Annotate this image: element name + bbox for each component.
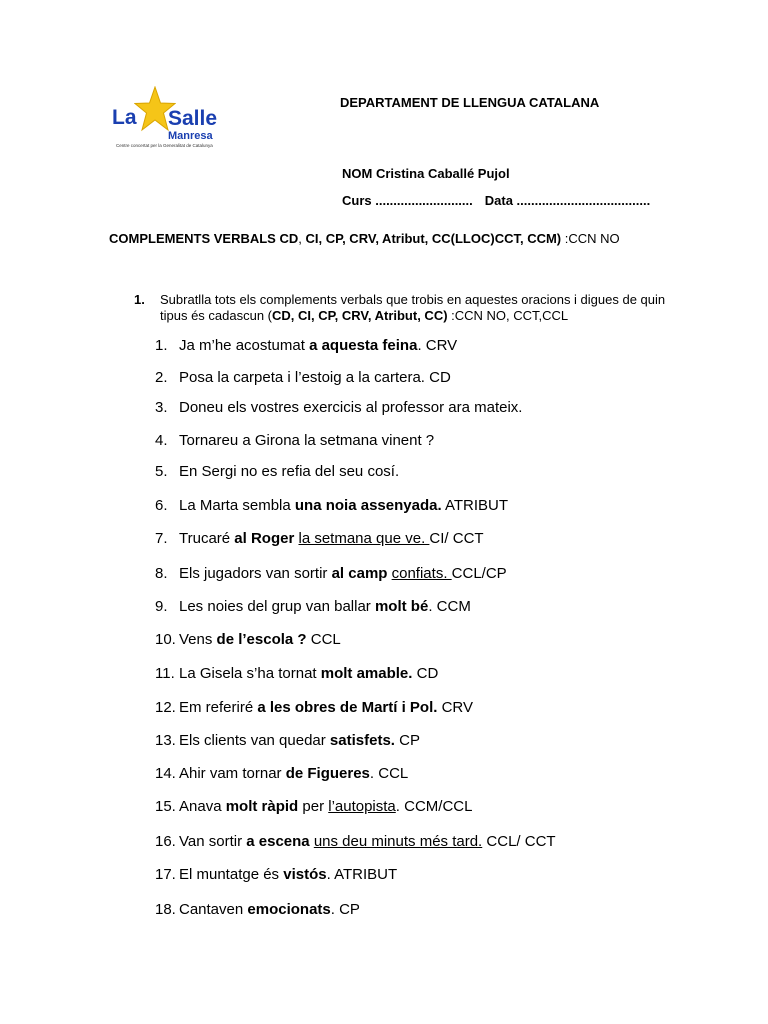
complement-highlight: molt bé xyxy=(374,598,429,615)
complement-highlight: a aquesta feina xyxy=(309,337,418,354)
sentence-number: 11. xyxy=(155,665,175,682)
sentence-text: Ahir vam tornar xyxy=(179,765,286,782)
sentence-item xyxy=(155,432,434,449)
sentence-text: Ja m’he acostumat xyxy=(179,337,310,354)
sentence-number: 13. xyxy=(155,732,176,749)
sentence-number: 7. xyxy=(155,530,168,547)
sentence-item xyxy=(155,598,471,615)
sentence-number: 6. xyxy=(155,497,168,514)
sentence-text: Trucaré xyxy=(179,530,235,547)
title-lead: COMPLEMENTS VERBALS CD xyxy=(109,231,299,246)
complement-underline: la setmana que ve. xyxy=(298,530,430,547)
sentence-number: 4. xyxy=(155,432,168,449)
sentence-text: Tornareu a Girona la setmana vinent ? xyxy=(179,432,435,449)
sentence-item xyxy=(155,463,399,480)
sentence-number: 2. xyxy=(155,369,168,386)
sentence-text: . CCM/CCL xyxy=(395,798,473,815)
sentence-number: 12. xyxy=(155,699,176,716)
sentence-number: 17. xyxy=(155,866,176,883)
date-field: Data ..................................... xyxy=(484,193,651,208)
complement-underline: uns deu minuts més tard. xyxy=(313,833,483,850)
instruction-bold: CD, CI, CP, CRV, Atribut, CC) xyxy=(272,308,448,323)
sentence-text: . ATRIBUT xyxy=(326,866,398,883)
sentence-item xyxy=(155,665,438,682)
logo-salle-text: Salle xyxy=(168,107,218,130)
sentence-text: CCL/ CCT xyxy=(482,833,556,850)
sentence-text: Els clients van quedar xyxy=(179,732,330,749)
sentence-text: Posa la carpeta i l’estoig a la cartera. CD xyxy=(179,369,451,386)
sentence-text: CCL/CP xyxy=(451,565,507,582)
sentence-text: El muntatge és xyxy=(179,866,284,883)
title-sep: , xyxy=(298,231,306,246)
sentence-item xyxy=(155,631,341,648)
sentence-number: 15. xyxy=(155,798,176,815)
sentence-text: . CRV xyxy=(417,337,458,354)
sentence-item xyxy=(155,497,508,514)
sentence-text: Les noies del grup van ballar xyxy=(179,598,375,615)
sentence-item xyxy=(155,732,420,749)
sentence-text: Anava xyxy=(179,798,226,815)
complement-highlight: de l’escola ? xyxy=(216,631,307,648)
complement-highlight: molt amable. xyxy=(320,665,413,682)
complement-highlight: una noia assenyada. xyxy=(294,497,442,514)
sentence-item xyxy=(155,399,522,416)
sentence-item xyxy=(155,337,457,354)
sentence-text: CRV xyxy=(437,699,473,716)
sentence-text: Em referiré xyxy=(179,699,258,716)
sentence-text: CCL xyxy=(306,631,341,648)
sentence-text: Doneu els vostres exercicis al professor ara mateix. xyxy=(179,399,523,416)
sentence-text: CI/ CCT xyxy=(429,530,484,547)
sentence-text: La Marta sembla xyxy=(179,497,295,514)
sentence-text: La Gisela s’ha tornat xyxy=(179,665,321,682)
sentence-item xyxy=(155,565,507,582)
sentence-item xyxy=(155,369,451,386)
sentence-item xyxy=(155,765,408,782)
la-salle-logo xyxy=(112,86,230,152)
sentence-text: Van sortir xyxy=(179,833,247,850)
complement-highlight: de Figueres xyxy=(285,765,370,782)
sentence-number: 14. xyxy=(155,765,176,782)
sentence-item xyxy=(155,699,473,716)
logo-tagline: Centre concertat per la Generalitat de Catalunya xyxy=(116,143,213,148)
complement-highlight: emocionats xyxy=(247,901,331,918)
course-field: Curs ........................... xyxy=(342,193,473,208)
sentence-text: Els jugadors van sortir xyxy=(179,565,332,582)
logo-la-text: La xyxy=(112,106,137,129)
sentence-text: Vens xyxy=(179,631,217,648)
sentence-number: 9. xyxy=(155,598,168,615)
sentence-number: 10. xyxy=(155,631,176,648)
sentence-text: ATRIBUT xyxy=(441,497,509,514)
sentence-number: 5. xyxy=(155,463,168,480)
sentence-text: CP xyxy=(394,732,420,749)
sentence-text: CD xyxy=(412,665,439,682)
sentence-item xyxy=(155,833,556,850)
sentence-number: 1. xyxy=(155,337,168,354)
department-title: DEPARTAMENT DE LLENGUA CATALANA xyxy=(340,95,600,110)
complement-highlight: al camp xyxy=(331,565,388,582)
complement-highlight: al Roger xyxy=(234,530,295,547)
sentence-text: . CCM xyxy=(428,598,471,615)
complement-highlight: satisfets. xyxy=(329,732,395,749)
title-tail: :CCN NO xyxy=(561,231,620,246)
complement-underline: confiats. xyxy=(391,565,452,582)
exercise-number: 1. xyxy=(134,292,145,307)
sentence-item xyxy=(155,798,472,815)
exercise-instruction xyxy=(160,292,680,324)
sentence-item xyxy=(155,901,360,918)
sentence-text: . CCL xyxy=(369,765,409,782)
sentence-text: . CP xyxy=(330,901,360,918)
complement-highlight: vistós xyxy=(283,866,327,883)
sentence-number: 18. xyxy=(155,901,176,918)
sentence-item xyxy=(155,866,397,883)
sentence-text: per xyxy=(298,798,329,815)
sentence-text: En Sergi no es refia del seu cosí. xyxy=(179,463,400,480)
instruction-text-1: Subratlla tots els complements verbals que trobis en aquestes oracions i digues de quin tipus és cadascun ( xyxy=(160,292,666,323)
logo-manresa-text: Manresa xyxy=(168,130,213,142)
complement-underline: l’autopista xyxy=(328,798,396,815)
sentence-text: Cantaven xyxy=(179,901,248,918)
course-date-line xyxy=(342,193,650,208)
instruction-text-2: :CCN NO, CCT,CCL xyxy=(447,308,569,323)
complement-highlight: a les obres de Martí i Pol. xyxy=(257,699,438,716)
student-name: NOM Cristina Caballé Pujol xyxy=(342,166,510,181)
worksheet-title xyxy=(109,231,669,247)
sentence-number: 16. xyxy=(155,833,176,850)
complement-highlight: a escena xyxy=(246,833,310,850)
sentence-number: 8. xyxy=(155,565,168,582)
title-complements: CI, CP, CRV, Atribut, CC(LLOC)CCT, CCM) xyxy=(305,231,562,246)
complement-highlight: molt ràpid xyxy=(225,798,299,815)
sentence-number: 3. xyxy=(155,399,168,416)
sentence-item xyxy=(155,530,484,547)
